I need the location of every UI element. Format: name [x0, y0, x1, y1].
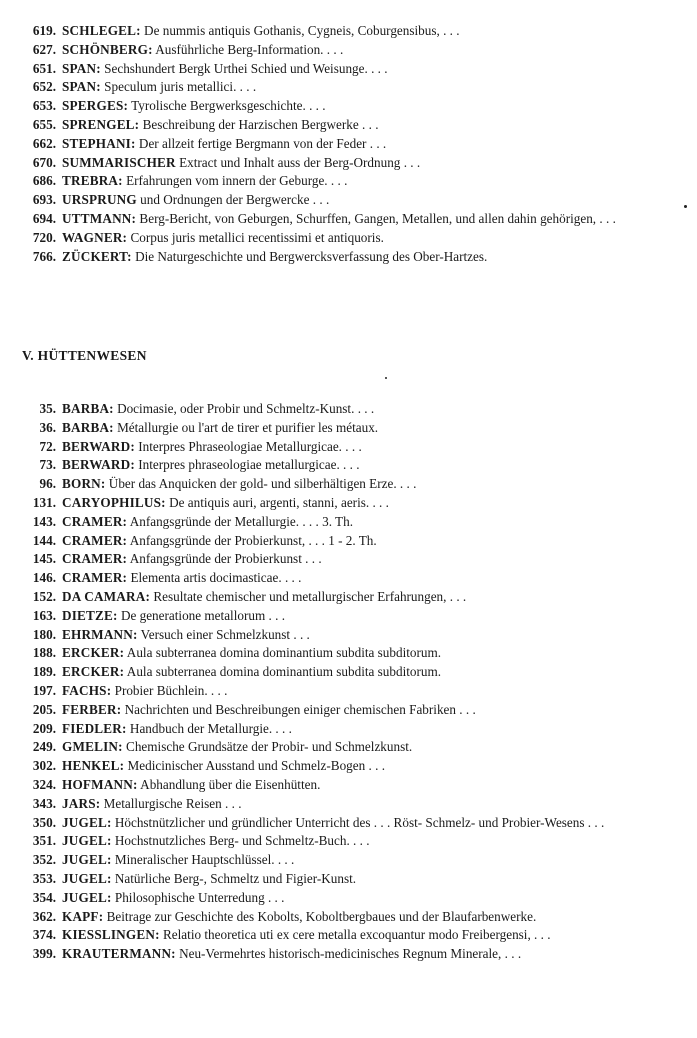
bibliography-entry [0, 78, 697, 97]
entry-author: KIESSLINGEN: [62, 927, 160, 943]
entry-text [0, 456, 682, 475]
entry-number: 351. [32, 833, 56, 849]
bibliography-entry [0, 154, 697, 173]
entry-number: 189. [32, 664, 56, 680]
entry-number: 205. [32, 701, 56, 717]
entry-text [0, 494, 682, 513]
bibliography-entry [0, 569, 697, 588]
entry-text [0, 945, 682, 964]
entry-author: FACHS: [62, 682, 112, 698]
entry-text [0, 644, 682, 663]
entry-title: Corpus juris metallici recentissimi et antiquoris. [130, 229, 384, 245]
entry-text [0, 22, 682, 41]
entry-text [0, 814, 682, 833]
entry-number: 670. [32, 154, 56, 170]
entry-author: BERWARD: [62, 457, 135, 473]
bibliography-entry [0, 795, 697, 814]
entry-title: Versuch einer Schmelzkunst . . . [140, 626, 310, 642]
entry-author: CARYOPHILUS: [62, 494, 166, 510]
entry-text [0, 41, 682, 60]
bibliography-entry [0, 814, 697, 833]
entry-number: 652. [32, 79, 56, 95]
entry-number: 694. [32, 210, 56, 226]
entry-text [0, 663, 682, 682]
entry-title: Anfangsgründe der Probierkunst . . . [129, 551, 322, 567]
entry-author: JUGEL: [62, 852, 112, 868]
entry-number: 354. [32, 889, 56, 905]
entry-number: 145. [32, 551, 56, 567]
entry-title: Abhandlung über die Eisenhütten. [140, 776, 321, 792]
entry-title: Beschreibung der Harzischen Bergwerke . . . [142, 116, 379, 132]
entry-text [0, 475, 682, 494]
entry-title: Extract und Inhalt auss der Berg-Ordnung . . . [179, 154, 421, 170]
entry-author: JUGEL: [62, 814, 112, 830]
bibliography-entry [0, 172, 697, 191]
entry-title: Die Naturgeschichte und Bergwercksverfassung des Ober-Hartzes. [135, 248, 488, 264]
bibliography-entry [0, 400, 697, 419]
entry-number: 143. [32, 513, 56, 529]
bibliography-entry [0, 626, 697, 645]
bibliography-entry [0, 513, 697, 532]
entry-title: Berg-Bericht, von Geburgen, Schurffen, Gangen, Metallen, und allen dahin gehörigen, . . . [139, 210, 616, 226]
entry-author: JUGEL: [62, 833, 112, 849]
entry-text [0, 926, 682, 945]
entry-text [0, 569, 682, 588]
entry-author: SUMMARISCHER [62, 154, 176, 170]
bibliography-list-top [0, 22, 697, 266]
entry-number: 146. [32, 570, 56, 586]
entry-title: Aula subterranea domina dominantium subdita subditorum. [126, 664, 442, 680]
bibliography-entry [0, 832, 697, 851]
bibliography-entry [0, 532, 697, 551]
bibliography-entry [0, 41, 697, 60]
entry-number: 399. [32, 946, 56, 962]
entry-title: Relatio theoretica uti ex cere metalla excoquantur modo Freibergensi, . . . [162, 927, 551, 943]
entry-author: SPRENGEL: [62, 116, 140, 132]
entry-author: ZÜCKERT: [62, 248, 132, 264]
entry-text [0, 738, 682, 757]
entry-text [0, 135, 682, 154]
entry-number: 651. [32, 60, 56, 76]
entry-title: Probier Büchlein. . . . [114, 682, 228, 698]
entry-author: HOFMANN: [62, 776, 138, 792]
print-speck [684, 205, 687, 208]
bibliography-entry [0, 456, 697, 475]
entry-number: 36. [39, 419, 56, 435]
entry-title: Natürliche Berg-, Schmeltz und Figier-Kunst. [114, 870, 357, 886]
entry-author: SPAN: [62, 79, 101, 95]
bibliography-list-huettenwesen [0, 400, 697, 964]
entry-text [0, 607, 682, 626]
entry-text [0, 419, 682, 438]
entry-title: Über das Anquicken der gold- und silberhältigen Erze. . . . [108, 476, 417, 492]
bibliography-entry [0, 588, 697, 607]
entry-number: 197. [32, 682, 56, 698]
entry-text [0, 908, 682, 927]
entry-text [0, 832, 682, 851]
entry-title: Hochstnutzliches Berg- und Schmeltz-Buch. . . . [114, 833, 370, 849]
entry-author: EHRMANN: [62, 626, 138, 642]
entry-title: Chemische Grundsätze der Probir- und Schmelzkunst. [126, 739, 413, 755]
entry-title: De generatione metallorum . . . [120, 607, 285, 623]
entry-author: CRAMER: [62, 513, 128, 529]
entry-author: JARS: [62, 795, 101, 811]
bibliography-entry [0, 550, 697, 569]
entry-author: SPERGES: [62, 98, 129, 114]
bibliography-entry [0, 720, 697, 739]
bibliography-entry [0, 607, 697, 626]
entry-author: BARBA: [62, 401, 114, 416]
entry-number: 324. [32, 776, 56, 792]
bibliography-entry [0, 22, 697, 41]
entry-author: SCHLEGEL: [62, 23, 141, 38]
entry-author: GMELIN: [62, 739, 123, 755]
entry-text [0, 776, 682, 795]
entry-author: JUGEL: [62, 889, 112, 905]
entry-number: 374. [32, 927, 56, 943]
entry-author: FIEDLER: [62, 720, 127, 736]
entry-title: Beitrage zur Geschichte des Kobolts, Koboltbergbaues und der Blaufarbenwerke. [106, 908, 537, 924]
entry-number: 35. [39, 401, 56, 416]
entry-text [0, 400, 682, 419]
entry-text [0, 248, 682, 267]
bibliography-entry [0, 889, 697, 908]
entry-number: 152. [32, 588, 56, 604]
entry-number: 619. [32, 23, 56, 38]
entry-title: Der allzeit fertige Bergmann von der Feder . . . [138, 135, 387, 151]
entry-number: 249. [32, 739, 56, 755]
entry-number: 188. [32, 645, 56, 661]
entry-title: Métallurgie ou l'art de tirer et purifier les métaux. [117, 419, 379, 435]
bibliography-entry [0, 438, 697, 457]
entry-title: Ausführliche Berg-Information. . . . [155, 41, 344, 57]
entry-title: Anfangsgründe der Probierkunst, . . . 1 - 2. Th. [129, 532, 377, 548]
bibliography-entry [0, 776, 697, 795]
entry-title: Sechshundert Bergk Urthei Schied und Weisunge. . . . [104, 60, 388, 76]
entry-title: Handbuch der Metallurgie. . . . [129, 720, 292, 736]
bibliography-entry [0, 738, 697, 757]
entry-number: 353. [32, 870, 56, 886]
bibliography-entry [0, 908, 697, 927]
entry-author: BARBA: [62, 419, 114, 435]
entry-number: 350. [32, 814, 56, 830]
bibliography-entry [0, 229, 697, 248]
entry-number: 72. [39, 438, 56, 454]
bibliography-entry [0, 644, 697, 663]
entry-text [0, 513, 682, 532]
entry-text [0, 78, 682, 97]
bibliography-entry [0, 97, 697, 116]
print-speck [385, 377, 387, 379]
entry-text [0, 870, 682, 889]
entry-number: 209. [32, 720, 56, 736]
bibliography-entry [0, 191, 697, 210]
entry-title: De nummis antiquis Gothanis, Cygneis, Coburgensibus, . . . [144, 23, 460, 38]
entry-title: Neu-Vermehrtes historisch-medicinisches Regnum Minerale, . . . [179, 946, 522, 962]
entry-title: Nachrichten und Beschreibungen einiger chemischen Fabriken . . . [124, 701, 476, 717]
entry-author: UTTMANN: [62, 210, 137, 226]
entry-number: 686. [32, 173, 56, 189]
entry-author: BERWARD: [62, 438, 135, 454]
entry-text [0, 682, 682, 701]
entry-title: Interpres phraseologiae metallurgicae. . . . [138, 457, 360, 473]
entry-number: 655. [32, 116, 56, 132]
entry-number: 627. [32, 41, 56, 57]
entry-title: Interpres Phraseologiae Metallurgicae. . . . [138, 438, 362, 454]
entry-number: 693. [32, 192, 56, 208]
entry-title: Medicinischer Ausstand und Schmelz-Bogen . . . [127, 758, 385, 774]
entry-author: TREBRA: [62, 173, 123, 189]
entry-text [0, 191, 682, 210]
entry-author: SCHÖNBERG: [62, 41, 153, 57]
entry-text [0, 532, 682, 551]
entry-text [0, 851, 682, 870]
entry-number: 343. [32, 795, 56, 811]
entry-text [0, 438, 682, 457]
entry-text [0, 172, 682, 191]
bibliography-entry [0, 851, 697, 870]
bibliography-entry [0, 116, 697, 135]
entry-number: 180. [32, 626, 56, 642]
entry-number: 131. [32, 494, 56, 510]
entry-text [0, 97, 682, 116]
entry-number: 352. [32, 852, 56, 868]
bibliography-entry [0, 135, 697, 154]
entry-text [0, 626, 682, 645]
entry-title: und Ordnungen der Bergwercke . . . [140, 192, 330, 208]
entry-text [0, 550, 682, 569]
entry-author: CRAMER: [62, 551, 128, 567]
entry-number: 653. [32, 98, 56, 114]
bibliography-entry [0, 60, 697, 79]
entry-author: KRAUTERMANN: [62, 946, 176, 962]
entry-number: 163. [32, 607, 56, 623]
entry-author: DIETZE: [62, 607, 118, 623]
entry-text [0, 154, 682, 173]
entry-title: Elementa artis docimasticae. . . . [130, 570, 302, 586]
entry-author: KAPF: [62, 908, 104, 924]
entry-author: ERCKER: [62, 645, 125, 661]
entry-title: Docimasie, oder Probir und Schmeltz-Kunst. . . . [117, 401, 375, 416]
bibliography-entry [0, 926, 697, 945]
entry-title: Tyrolische Bergwerksgeschichte. . . . [131, 98, 326, 114]
bibliography-entry [0, 210, 697, 229]
entry-text [0, 889, 682, 908]
section-heading: V. HÜTTENWESEN [22, 348, 147, 363]
entry-text [0, 60, 682, 79]
entry-title: Aula subterranea domina dominantium subdita subditorum. [126, 645, 442, 661]
entry-text [0, 720, 682, 739]
entry-title: Metallurgische Reisen . . . [103, 795, 242, 811]
entry-text [0, 210, 682, 229]
entry-title: De antiquis auri, argenti, stanni, aeris. . . . [169, 494, 389, 510]
entry-text [0, 116, 682, 135]
entry-number: 766. [32, 248, 56, 264]
entry-title: Speculum juris metallici. . . . [104, 79, 257, 95]
entry-author: URSPRUNG [62, 192, 137, 208]
entry-title: Erfahrungen vom innern der Geburge. . . . [126, 173, 348, 189]
entry-author: SPAN: [62, 60, 101, 76]
bibliography-entry [0, 475, 697, 494]
entry-number: 73. [39, 457, 56, 473]
bibliography-entry [0, 419, 697, 438]
entry-author: BORN: [62, 476, 106, 492]
bibliography-entry [0, 870, 697, 889]
entry-title: Anfangsgründe der Metallurgie. . . . 3. Th. [129, 513, 354, 529]
entry-author: DA CAMARA: [62, 588, 151, 604]
entry-author: FERBER: [62, 701, 122, 717]
entry-author: JUGEL: [62, 870, 112, 886]
entry-number: 362. [32, 908, 56, 924]
entry-author: WAGNER: [62, 229, 128, 245]
entry-author: CRAMER: [62, 570, 128, 586]
entry-text [0, 757, 682, 776]
bibliography-entry [0, 494, 697, 513]
entry-number: 720. [32, 229, 56, 245]
bibliography-entry [0, 663, 697, 682]
bibliography-entry [0, 248, 697, 267]
bibliography-entry [0, 945, 697, 964]
entry-number: 302. [32, 758, 56, 774]
entry-number: 96. [39, 476, 56, 492]
entry-text [0, 229, 682, 248]
entry-title: Mineralischer Hauptschlüssel. . . . [114, 852, 295, 868]
entry-title: Resultate chemischer und metallurgischer Erfahrungen, . . . [153, 588, 467, 604]
entry-title: Höchstnützlicher und gründlicher Unterricht des . . . Röst- Schmelz- und Probier-Wesens . . . [114, 814, 605, 830]
entry-author: CRAMER: [62, 532, 128, 548]
entry-title: Philosophische Unterredung . . . [114, 889, 285, 905]
entry-author: STEPHANI: [62, 135, 136, 151]
entry-text [0, 588, 682, 607]
entry-author: HENKEL: [62, 758, 125, 774]
bibliography-entry [0, 701, 697, 720]
entry-number: 144. [32, 532, 56, 548]
entry-text [0, 701, 682, 720]
entry-author: ERCKER: [62, 664, 125, 680]
entry-text [0, 795, 682, 814]
bibliography-entry [0, 757, 697, 776]
entry-number: 662. [32, 135, 56, 151]
bibliography-entry [0, 682, 697, 701]
